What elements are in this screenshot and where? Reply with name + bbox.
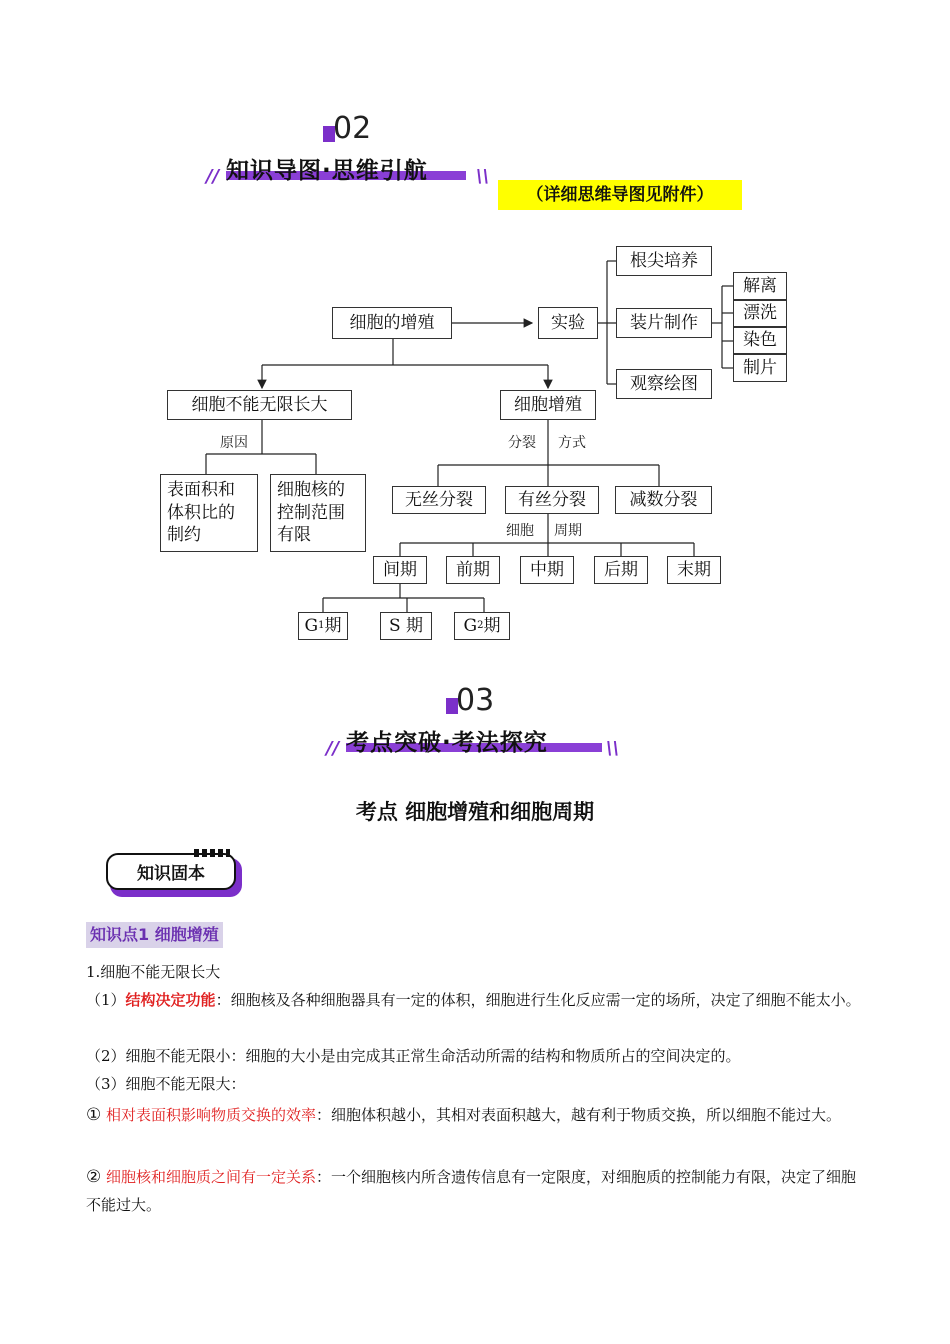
p1-key-term: 结构决定功能 [125, 991, 216, 1009]
p4-key-term: 相对表面积影响物质交换的效率 [106, 1106, 317, 1124]
mindmap-phase-prophase: 前期 [446, 556, 500, 584]
mindmap-exp-item-observe-draw: 观察绘图 [616, 369, 712, 399]
p5-prefix: ② [86, 1167, 102, 1187]
badge-label: 知识固本 [106, 853, 236, 890]
zhishi-guben-badge [106, 853, 242, 897]
mindmap-reason-nucleus-control: 细胞核的控制范围有限 [270, 474, 366, 552]
section-number-text: 03 [456, 683, 495, 718]
mindmap-proliferation-node: 细胞增殖 [500, 390, 596, 420]
mindmap-edge-label-division: 分裂 [508, 435, 536, 451]
mindmap-limit-node: 细胞不能无限长大 [167, 390, 352, 420]
mindmap-step-rinse: 漂洗 [733, 300, 787, 327]
banner-left-slashes: // [206, 166, 220, 187]
p1-text: ：细胞核及各种细胞器具有一定的体积，细胞进行生化反应需一定的场所，决定了细胞不能太小。 [215, 991, 861, 1009]
mindmap-reason-surface-volume: 表面积和体积比的制约 [160, 474, 258, 552]
p5-key-term: 细胞核和细胞质之间有一定关系 [106, 1168, 317, 1186]
paragraph-2: （2）细胞不能无限小：细胞的大小是由完成其正常生命活动所需的结构和物质所占的空间决定的。 [86, 1047, 741, 1065]
mindmap-step-mount: 制片 [733, 354, 787, 382]
section-number-03 [456, 683, 495, 718]
mindmap-phase-metaphase: 中期 [520, 556, 574, 584]
s-main: S [388, 615, 401, 636]
heading-cell-not-infinite: 1.细胞不能无限长大 [86, 963, 221, 981]
g2-main: G [463, 615, 478, 636]
mindmap-root-node: 细胞的增殖 [332, 307, 452, 339]
s-suffix: 期 [400, 615, 424, 636]
mindmap-edge-label-cycle: 周期 [554, 523, 582, 539]
banner-right-slashes: \\ [476, 166, 490, 187]
banner-right-slashes: \\ [606, 738, 620, 759]
mindmap-mode-mitosis: 有丝分裂 [505, 486, 599, 514]
g1-sub: 1 [318, 620, 325, 632]
paragraph-1 [86, 986, 866, 1014]
g1-suffix: 期 [324, 615, 342, 636]
mindmap-step-stain: 染色 [733, 327, 787, 354]
kaodian-title: 考点 细胞增殖和细胞周期 [355, 800, 595, 824]
mindmap-subphase-s [380, 612, 432, 640]
mindmap-exp-item-slide-making: 装片制作 [616, 308, 712, 338]
mindmap-phase-interphase: 间期 [373, 556, 427, 584]
mindmap-phase-anaphase: 后期 [594, 556, 648, 584]
paragraph-4 [86, 1101, 866, 1129]
mindmap-exp-item-root-culture: 根尖培养 [616, 246, 712, 276]
attachment-note: （详细思维导图见附件） [498, 180, 742, 210]
g2-sub: 2 [477, 620, 484, 632]
banner-left-slashes: // [326, 738, 340, 759]
section-title-03: 考点突破·考法探究 [346, 730, 548, 756]
section-number-text: 02 [333, 111, 372, 146]
section-banner-03 [346, 724, 602, 754]
p5-text: ：一个细胞核内所含遗传信息有一定限度，对细胞质的控制能力有限，决定了细胞不能过大。 [86, 1168, 857, 1214]
mindmap-phase-telophase: 末期 [667, 556, 721, 584]
mindmap-mode-amitosis: 无丝分裂 [392, 486, 486, 514]
mindmap-experiment-node: 实验 [538, 307, 598, 339]
mindmap-edge-label-reason: 原因 [220, 435, 248, 451]
mindmap-subphase-g2 [454, 612, 510, 640]
mindmap-mode-meiosis: 减数分裂 [615, 486, 712, 514]
mindmap-edge-label-mode: 方式 [558, 435, 586, 451]
g2-suffix: 期 [483, 615, 501, 636]
g1-main: G [304, 615, 319, 636]
section-title-02: 知识导图·思维引航 [226, 158, 428, 184]
mindmap-step-dissociation: 解离 [733, 272, 787, 300]
p1-prefix: （1） [86, 991, 126, 1009]
knowledge-point-1-label: 知识点1 细胞增殖 [86, 922, 223, 948]
mindmap-edge-label-cell: 细胞 [506, 523, 534, 539]
mindmap-subphase-g1 [298, 612, 348, 640]
paragraph-3: （3）细胞不能无限大： [86, 1075, 246, 1093]
p4-text: ：细胞体积越小，其相对表面积越大，越有利于物质交换，所以细胞不能过大。 [316, 1106, 842, 1124]
p4-prefix: ① [86, 1105, 102, 1125]
badge-dots [194, 849, 230, 857]
paragraph-5 [86, 1163, 866, 1219]
